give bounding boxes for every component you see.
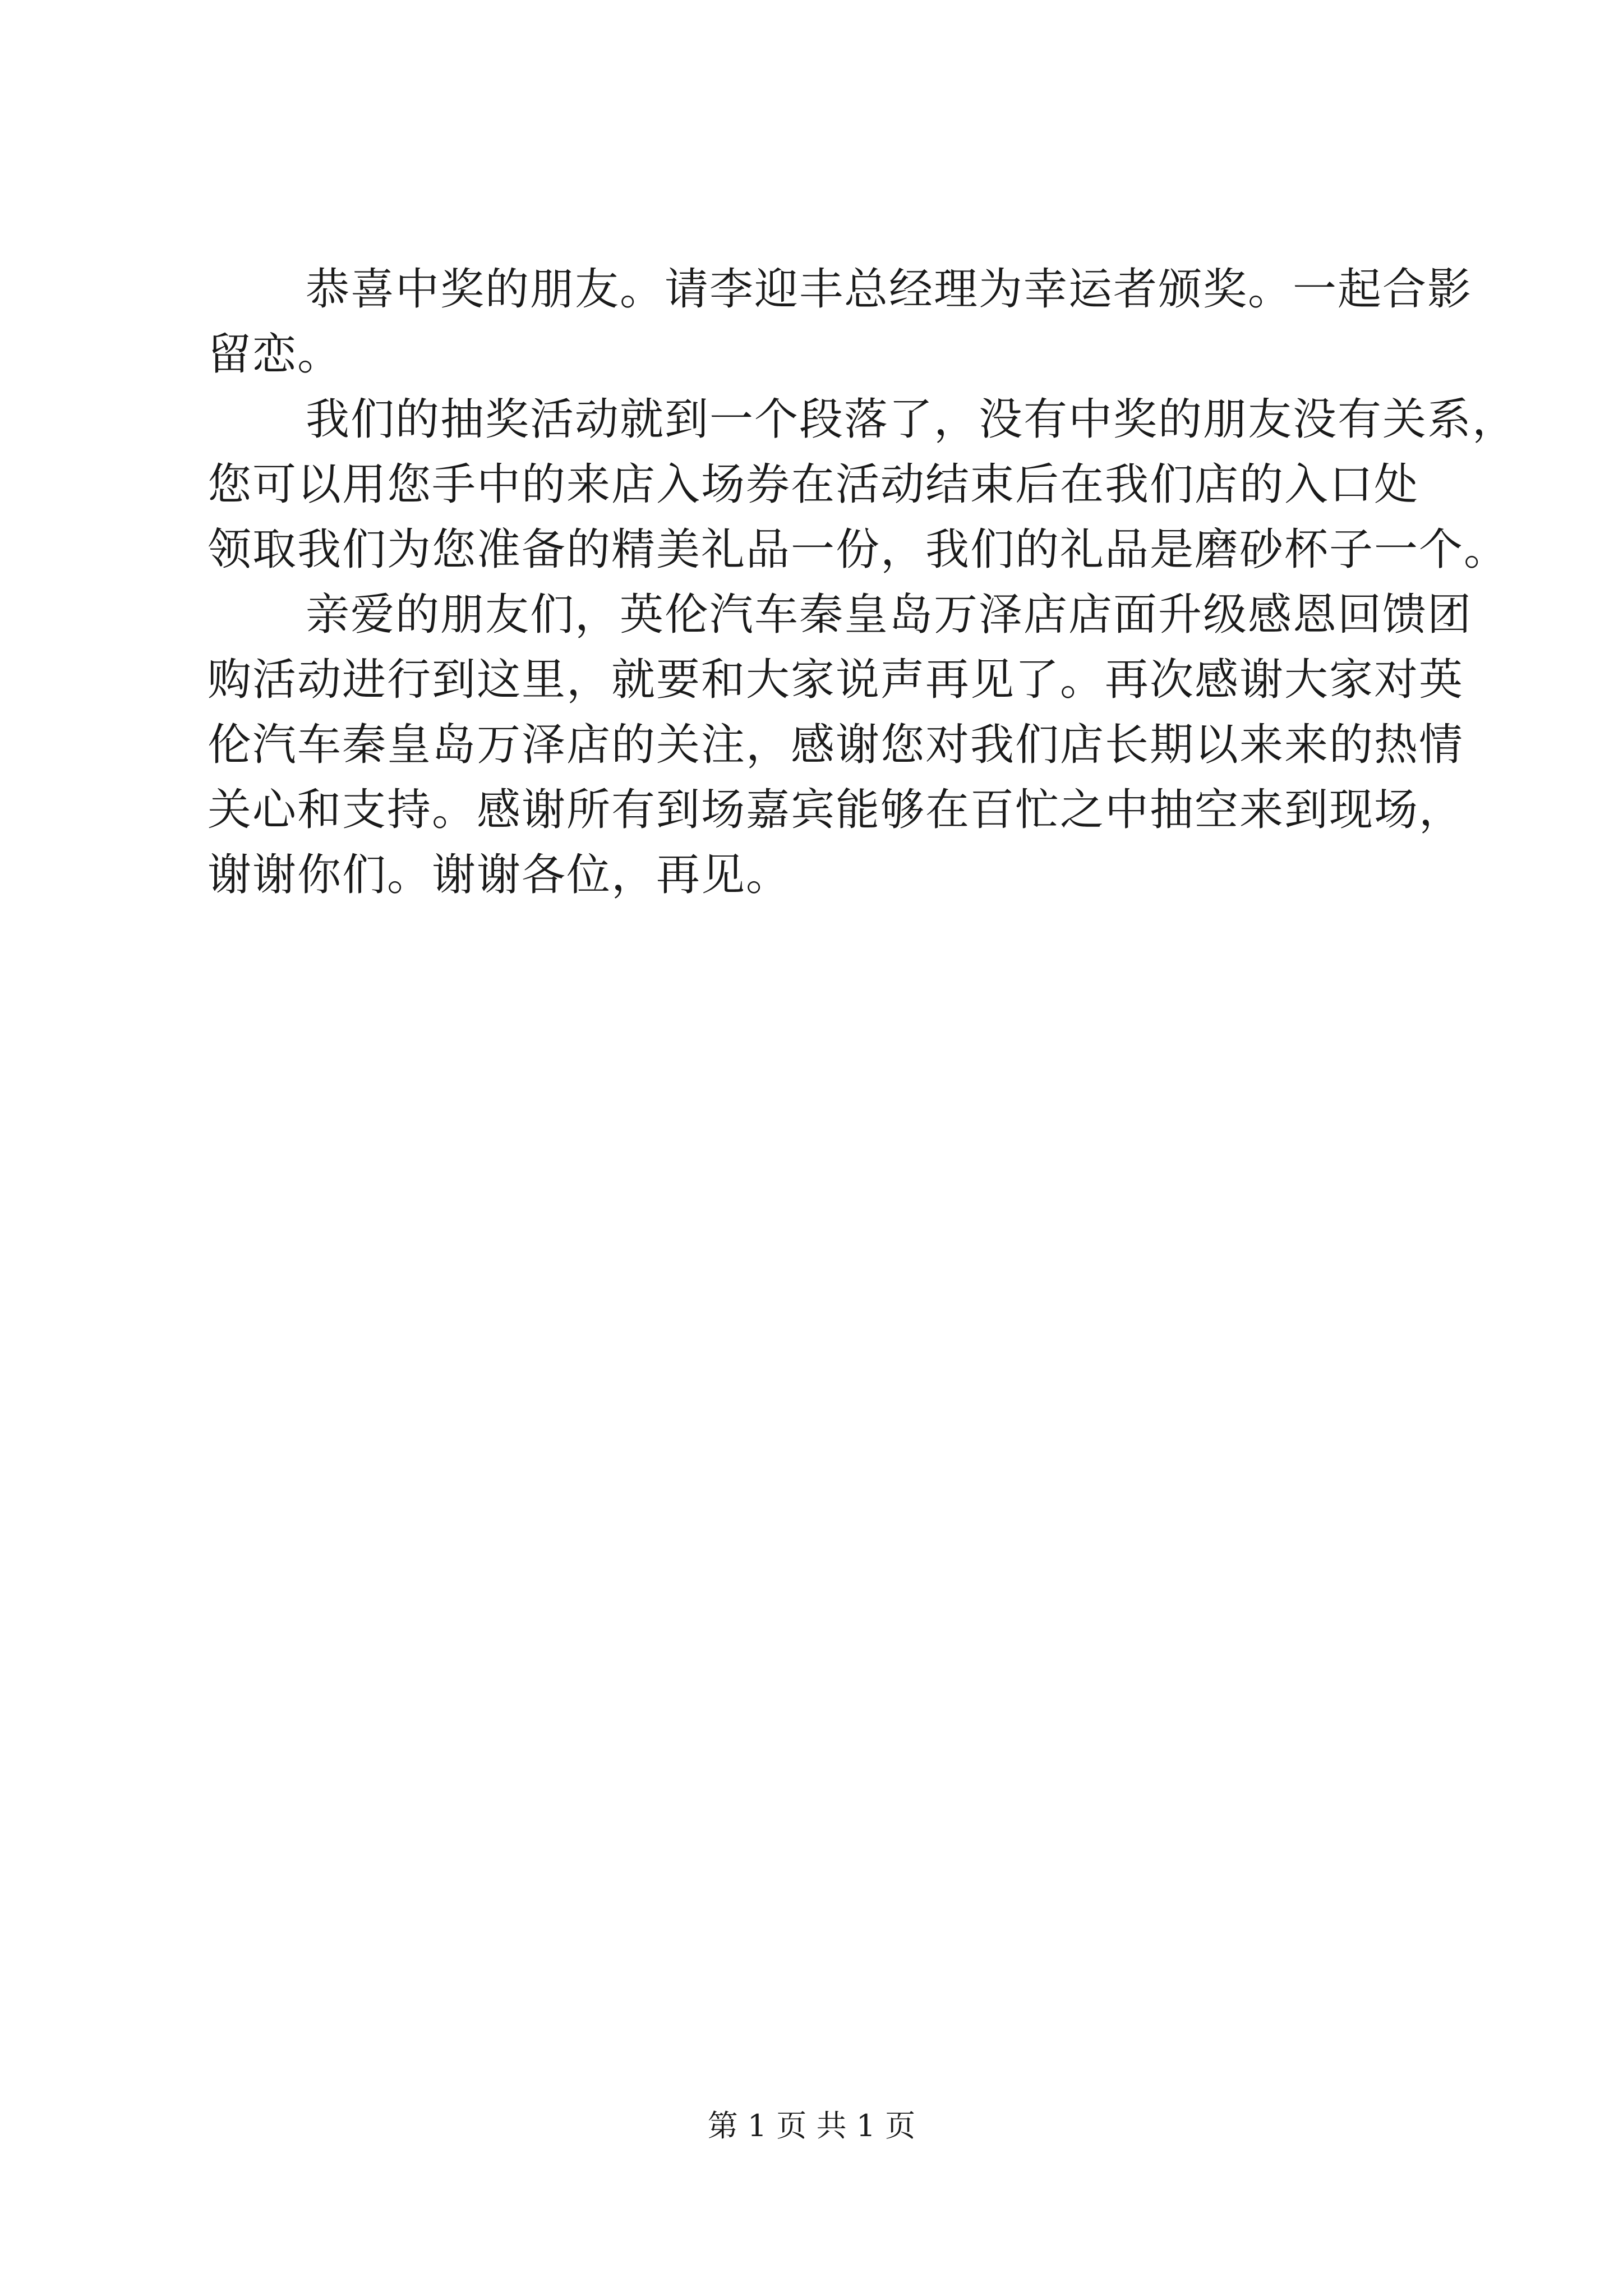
paragraph-line: 伦汽车秦皇岛万泽店的关注，感谢您对我们店长期以来来的热情 [208, 720, 1464, 770]
paragraph-line: 您可以用您手中的来店入场券在活动结束后在我们店的入口处 [208, 459, 1419, 510]
paragraph-line: 恭喜中奖的朋友。请李迎丰总经理为幸运者颁奖。一起合影 [306, 264, 1473, 315]
paragraph-lottery-gift [208, 394, 1518, 576]
paragraph-line: 购活动进行到这里，就要和大家说声再见了。再次感谢大家对英 [208, 655, 1464, 705]
paragraph-line: 我们的抽奖活动就到一个段落了，没有中奖的朋友没有关系， [306, 394, 1518, 445]
paragraph-award [208, 264, 1473, 380]
paragraph-line: 谢谢你们。谢谢各位，再见。 [208, 850, 791, 900]
paragraph-closing [208, 589, 1473, 901]
page-footer: 第 1 页 共 1 页 [707, 2108, 916, 2143]
paragraph-line: 关心和支持。感谢所有到场嘉宾能够在百忙之中抽空来到现场， [208, 785, 1464, 835]
document-body [208, 264, 1518, 914]
paragraph-line: 留恋。 [208, 329, 343, 380]
paragraph-line: 领取我们为您准备的精美礼品一份，我们的礼品是磨砂杯子一个。 [208, 524, 1509, 575]
paragraph-line: 亲爱的朋友们，英伦汽车秦皇岛万泽店店面升级感恩回馈团 [306, 590, 1473, 640]
